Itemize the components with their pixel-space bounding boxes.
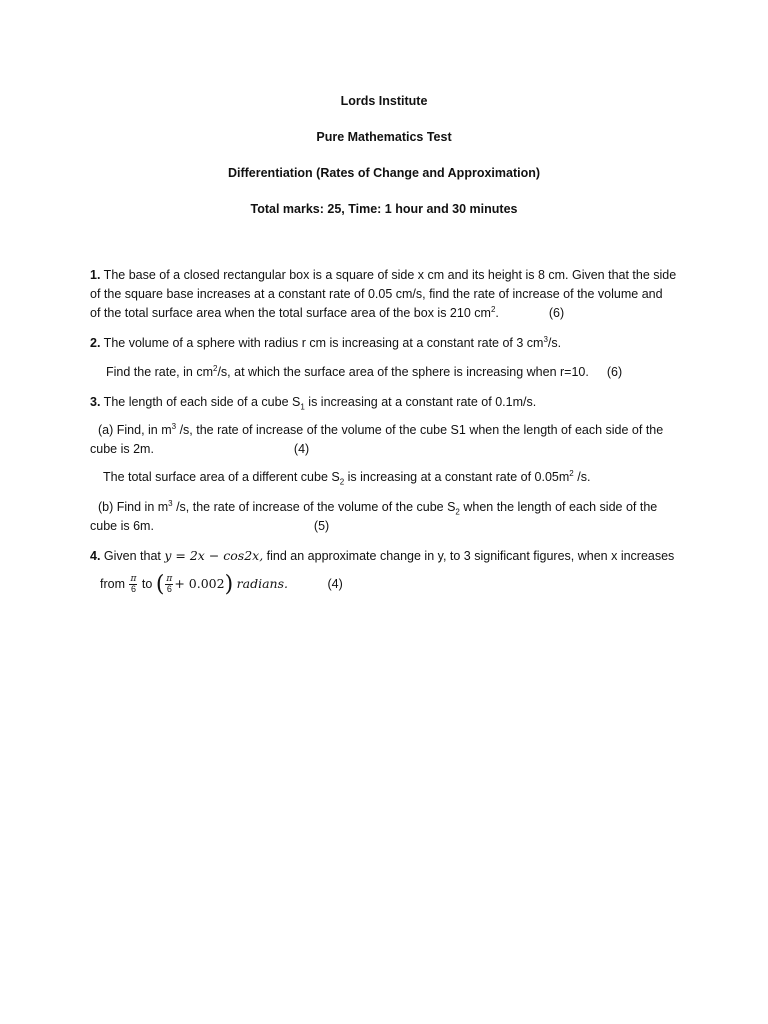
question-text: /s, the rate of increase of the volume of the cube S1 when the length of each side of the [176,423,664,437]
question-number: 4. [90,549,101,563]
question-text: to [141,577,153,591]
marks: (5) [313,519,330,533]
question-text: find an approximate change in y, to 3 significant figures, when x increases [263,549,675,563]
question-text: (b) Find in m [98,500,169,514]
question-2-part [106,363,696,382]
question-text: /s, at which the surface area of the sphere is increasing when r=10. [217,365,589,379]
topic-title: Differentiation (Rates of Change and Approximation) [227,166,541,180]
superscript: 2 [569,468,574,478]
question-number: 1. [90,268,101,282]
question-text: /s. [573,470,591,484]
increment: + 0.002 [174,576,225,591]
equation: y = 2x − cos2x, [164,548,264,563]
subscript: 2 [339,477,345,487]
question-3b [90,498,680,536]
subscript: 2 [455,507,460,517]
marks: (4) [293,442,310,456]
superscript: 3 [543,334,548,344]
superscript: 3 [171,421,177,431]
pi-over-6-fraction [129,575,137,594]
question-text: Find the rate, in cm [106,365,213,379]
pi-over-6-fraction [165,575,173,594]
fraction-numerator: π [166,574,173,585]
paren-open: ( [155,572,165,598]
question-text: is increasing at a constant rate of 0.1m/s. [304,395,537,409]
question-text: The base of a closed rectangular box is a square of side x cm and its height is 8 cm. Given that the side [100,268,677,282]
question-text: /s, the rate of increase of the volume of the cube S [172,500,456,514]
superscript: 3 [168,498,173,508]
question-text: cube is 6m. [90,519,154,533]
paren-close: ) [224,572,234,598]
question-text: The length of each side of a cube S [100,395,301,409]
question-text: Given that [100,549,165,563]
question-text: of the square base increases at a constant rate of 0.05 cm/s, find the rate of increase of the volume and [90,287,663,301]
question-text: The total surface area of a different cube S [103,470,340,484]
question-text: of the total surface area when the total surface area of the box is 210 cm [90,306,491,320]
question-text: . [495,306,499,320]
question-text: when the length of each side of the [459,500,658,514]
test-meta: Total marks: 25, Time: 1 hour and 30 minutes [250,202,518,216]
question-4-part [100,572,690,598]
question-text: cube is 2m. [90,442,154,456]
fraction-denominator: 6 [130,584,136,595]
marks: (6) [606,365,623,379]
question-4 [90,546,680,566]
question-text: The volume of a sphere with radius r cm is increasing at a constant rate of 3 cm [100,336,544,350]
question-3a [90,421,680,459]
superscript: 2 [490,304,496,314]
institute-title: Lords Institute [340,94,428,108]
question-1 [90,266,680,323]
question-number: 2. [90,336,101,350]
question-2 [90,334,680,353]
question-number: 3. [90,395,101,409]
question-text: /s. [547,336,562,350]
superscript: 2 [213,363,218,373]
marks: (6) [548,306,565,320]
radians-label: radians. [236,576,288,591]
question-text: from [100,577,125,591]
question-text: is increasing at a constant rate of 0.05m [344,470,570,484]
question-3-mid [103,468,693,487]
question-text: (a) Find, in m [98,423,172,437]
fraction-numerator: π [130,574,137,585]
marks: (4) [327,577,343,591]
question-3 [90,393,680,412]
test-title: Pure Mathematics Test [316,130,452,144]
subscript: 1 [300,402,305,412]
fraction-denominator: 6 [166,584,172,595]
